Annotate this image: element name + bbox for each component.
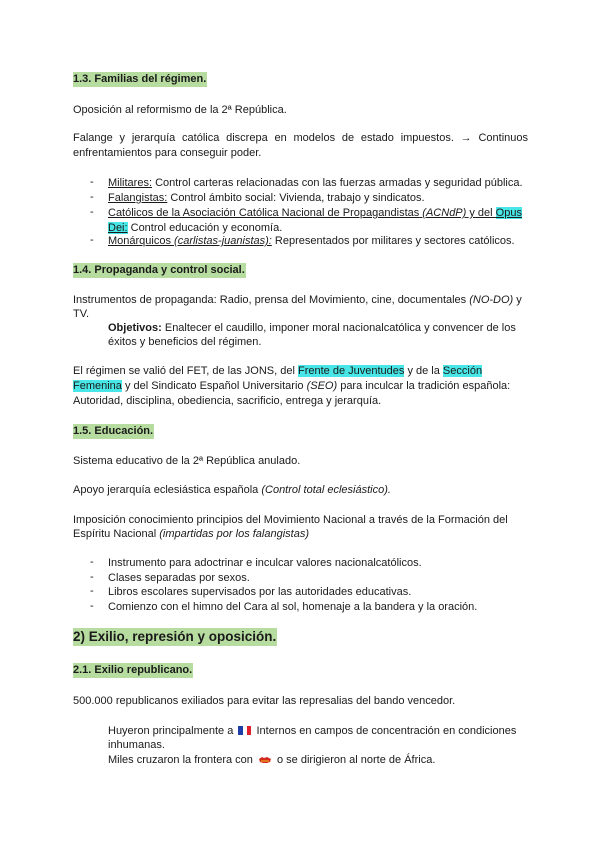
- paragraph-continuation: [73, 379, 510, 394]
- list-item: Instrumento para adoctrinar e inculcar valores nacionalcatólicos.: [108, 557, 422, 569]
- bullet-dash: -: [90, 176, 94, 188]
- highlight-text: Sección: [442, 365, 483, 377]
- section-heading: [73, 424, 154, 438]
- objectives-continuation: éxitos y beneficios del régimen.: [108, 336, 262, 348]
- text-run: El régimen se valió del FET, de las JONS, del: [73, 365, 298, 377]
- paragraph: [108, 753, 435, 768]
- bullet-dash: -: [90, 206, 94, 218]
- list-item: [108, 176, 523, 191]
- bullet-dash: -: [90, 600, 94, 612]
- paragraph-continuation: Autoridad, disciplina, obediencia, sacrificio, entrega y jerarquía.: [73, 395, 382, 407]
- paragraph: [108, 724, 516, 739]
- list-item-label: Monárquicos: [108, 235, 171, 247]
- text-run: o se dirigieron al norte de África.: [273, 754, 436, 766]
- section-heading: [73, 263, 246, 277]
- highlight-text: Dei:: [108, 222, 128, 234]
- paragraph: Falange y jerarquía católica discrepa en modelos de estado impuestos. → Continuos enfrentamientos para conseguir poder.: [73, 132, 528, 159]
- list-item: Clases separadas por sexos.: [108, 572, 250, 584]
- paragraph: Imposición conocimiento principios del Movimiento Nacional a través de la Formación del: [73, 514, 508, 526]
- paragraph: [73, 364, 482, 379]
- list-item: [108, 234, 515, 249]
- section-title-1-3: 1.3. Familias del régimen.: [73, 73, 207, 85]
- text-run-italic: (SEO): [306, 380, 338, 392]
- text-run: y del Sindicato Español Universitario: [121, 380, 307, 392]
- text-run-italic: (impartidas por los falangistas): [159, 528, 310, 540]
- chapter-title-2: 2) Exilio, represión y oposición.: [73, 629, 277, 644]
- highlight-text: Opus: [495, 207, 522, 219]
- objectives-line: [108, 321, 516, 336]
- list-item-label: y del: [466, 207, 496, 219]
- list-item-text: Representados por militares y sectores católicos.: [271, 235, 515, 247]
- france-flag-icon: [238, 725, 251, 734]
- section-title-1-5: 1.5. Educación.: [73, 425, 154, 437]
- list-item-label: Falangistas:: [108, 192, 168, 204]
- chapter-heading: [73, 628, 277, 645]
- paragraph-continuation: TV.: [73, 308, 90, 320]
- list-item-label: Militares:: [108, 177, 153, 189]
- list-item-label-italic: (carlistas-juanistas):: [170, 235, 272, 247]
- paragraph-continuation: [73, 527, 309, 542]
- list-item-text: Control ámbito social: Vivienda, trabajo y sindicatos.: [167, 192, 425, 204]
- paragraph: [73, 293, 522, 308]
- text-run: Enaltecer el caudillo, imponer moral nacionalcatólica y convencer de los: [161, 322, 516, 334]
- objectives-label: Objetivos:: [108, 322, 162, 334]
- bullet-dash: -: [90, 571, 94, 583]
- text-run: Internos en campos de concentración en condiciones: [253, 725, 517, 737]
- bullet-dash: -: [90, 585, 94, 597]
- text-run: Espíritu Nacional: [73, 528, 160, 540]
- section-title-2-1: 2.1. Exilio republicano.: [73, 664, 193, 676]
- text-run: Instrumentos de propaganda: Radio, prensa del Movimiento, cine, documentales: [73, 294, 470, 306]
- text-run: y de la: [404, 365, 443, 377]
- list-item-label-italic: (ACNdP): [419, 207, 467, 219]
- highlight-text: Frente de Juventudes: [297, 365, 405, 377]
- paragraph: [73, 483, 391, 498]
- text-run: Miles cruzaron la frontera con: [108, 754, 256, 766]
- list-item-text: Control educación y economía.: [127, 222, 283, 234]
- paragraph: 500.000 republicanos exiliados para evitar las represalias del bando vencedor.: [73, 695, 456, 707]
- paragraph: Sistema educativo de la 2ª República anulado.: [73, 455, 301, 467]
- highlight-text: Femenina: [73, 380, 122, 392]
- bullet-dash: -: [90, 556, 94, 568]
- list-item: [108, 206, 522, 221]
- list-item: Comienzo con el himno del Cara al sol, homenaje a la bandera y la oración.: [108, 601, 478, 613]
- text-run: para inculcar la tradición española:: [337, 380, 511, 392]
- paragraph: Oposición al reformismo de la 2ª República.: [73, 104, 287, 116]
- bullet-dash: -: [90, 234, 94, 246]
- paragraph-continuation: inhumanas.: [108, 739, 165, 751]
- list-item-label: Católicos de la Asociación Católica Nacional de Propagandistas: [108, 207, 420, 219]
- text-run: Apoyo jerarquía eclesiástica española: [73, 484, 262, 496]
- list-item: [108, 191, 425, 206]
- text-run: y: [513, 294, 522, 306]
- text-run-italic: (NO-DO): [469, 294, 514, 306]
- section-heading: [73, 663, 193, 677]
- list-item: Libros escolares supervisados por las autoridades educativas.: [108, 586, 412, 598]
- section-heading: [73, 72, 207, 86]
- text-run-italic: (Control total eclesiástico).: [261, 484, 391, 496]
- bullet-dash: -: [90, 191, 94, 203]
- section-title-1-4: 1.4. Propaganda y control social.: [73, 264, 245, 276]
- spain-map-icon: [258, 755, 272, 764]
- text-run: Huyeron principalmente a: [108, 725, 237, 737]
- list-item-text: Control carteras relacionadas con las fuerzas armadas y seguridad pública.: [152, 177, 523, 189]
